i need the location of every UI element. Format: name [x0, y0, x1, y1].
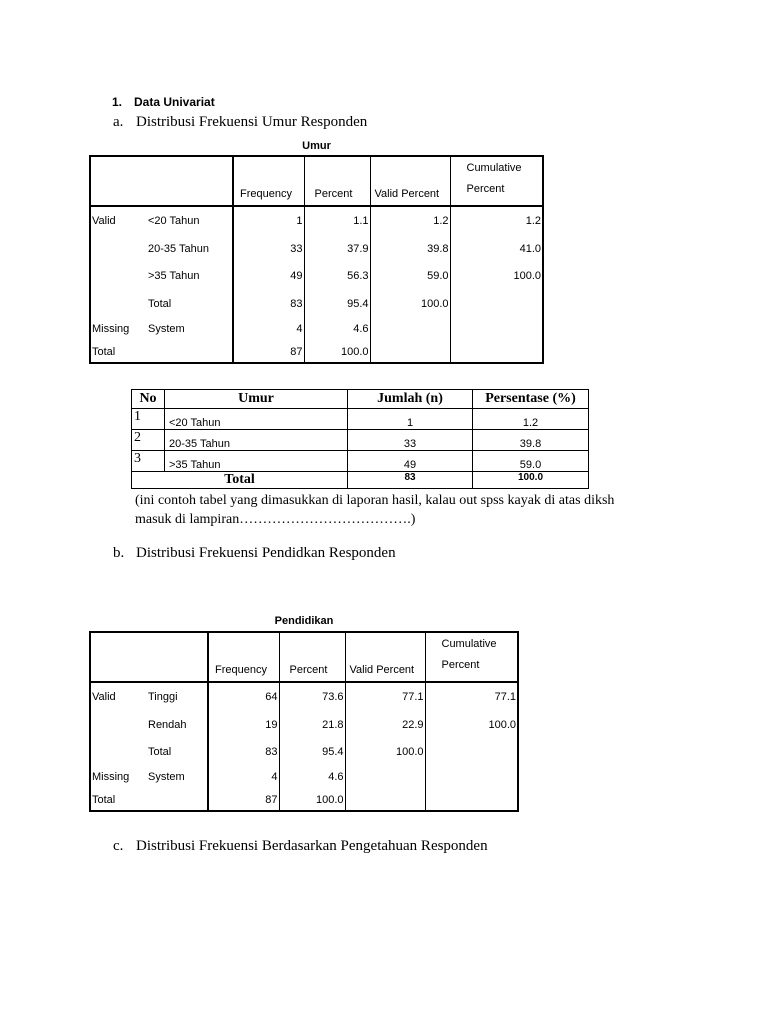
umur-spss-table — [89, 155, 544, 364]
note-paragraph: (ini contoh tabel yang dimasukkan di laporan hasil, kalau out spss kayak di atas diksh masuk di lampiran……………………………….) — [135, 493, 615, 527]
heading-text: Data Univariat — [134, 95, 215, 109]
subsection-b-title — [113, 545, 396, 562]
table-row: Total 87 100.0 — [90, 341, 543, 363]
subsection-b-letter: b. — [113, 545, 125, 561]
header-cumulative-percent: Cumulative Percent — [441, 638, 497, 671]
table-row: 3 >35 Tahun 49 59.0 — [132, 451, 589, 472]
table-row: Total 87 100.0 — [90, 789, 518, 811]
pendidikan-spss-table — [89, 631, 519, 812]
table-row: 2 20-35 Tahun 33 39.8 — [132, 430, 589, 451]
subsection-a-text: Distribusi Frekuensi Umur Responden — [136, 114, 368, 130]
table-row: 1 <20 Tahun 1 1.2 — [132, 409, 589, 430]
header-persentase: Persentase (%) — [473, 390, 589, 409]
total-persentase: 100.0 — [473, 472, 589, 489]
table-row: Valid Tinggi 64 73.6 77.1 77.1 — [90, 682, 518, 711]
table-row: Missing System 4 4.6 — [90, 317, 543, 341]
subsection-a-letter: a. — [113, 114, 124, 130]
table-row: Total 83 95.4 100.0 — [90, 738, 518, 765]
header-frequency: Frequency — [208, 632, 279, 682]
header-frequency: Frequency — [233, 156, 304, 206]
table-row: Rendah 19 21.8 22.9 100.0 — [90, 711, 518, 738]
table-row: 20-35 Tahun 33 37.9 39.8 41.0 — [90, 235, 543, 262]
section-heading — [112, 95, 215, 109]
table-row: Valid <20 Tahun 1 1.1 1.2 1.2 — [90, 206, 543, 235]
subsection-c-text: Distribusi Frekuensi Berdasarkan Pengetahuan Responden — [136, 838, 488, 854]
subsection-c-letter: c. — [113, 838, 124, 854]
table-row: Missing System 4 4.6 — [90, 765, 518, 789]
header-jumlah: Jumlah (n) — [348, 390, 473, 409]
header-valid-percent: Valid Percent — [370, 156, 450, 206]
subsection-a-title — [113, 114, 367, 131]
umur-report-table — [131, 389, 589, 489]
heading-number: 1. — [112, 95, 123, 109]
header-valid-percent: Valid Percent — [345, 632, 425, 682]
table-header-row — [90, 156, 543, 206]
table-header-row — [90, 632, 518, 682]
header-cumulative-percent: Cumulative Percent — [466, 162, 522, 195]
table-header-row — [132, 390, 589, 409]
pendidikan-table-title: Pendidikan — [274, 615, 334, 627]
header-no: No — [132, 390, 165, 409]
umur-table-title: Umur — [302, 140, 331, 152]
header-percent: Percent — [304, 156, 370, 206]
total-label: Total — [132, 472, 348, 489]
total-jumlah: 83 — [348, 472, 473, 489]
table-row: >35 Tahun 49 56.3 59.0 100.0 — [90, 262, 543, 290]
header-percent: Percent — [279, 632, 345, 682]
table-row: Total 83 95.4 100.0 — [90, 290, 543, 317]
table-total-row — [132, 472, 589, 489]
header-umur: Umur — [165, 390, 348, 409]
subsection-b-text: Distribusi Frekuensi Pendidkan Responden — [136, 545, 396, 561]
subsection-c-title — [113, 838, 488, 855]
